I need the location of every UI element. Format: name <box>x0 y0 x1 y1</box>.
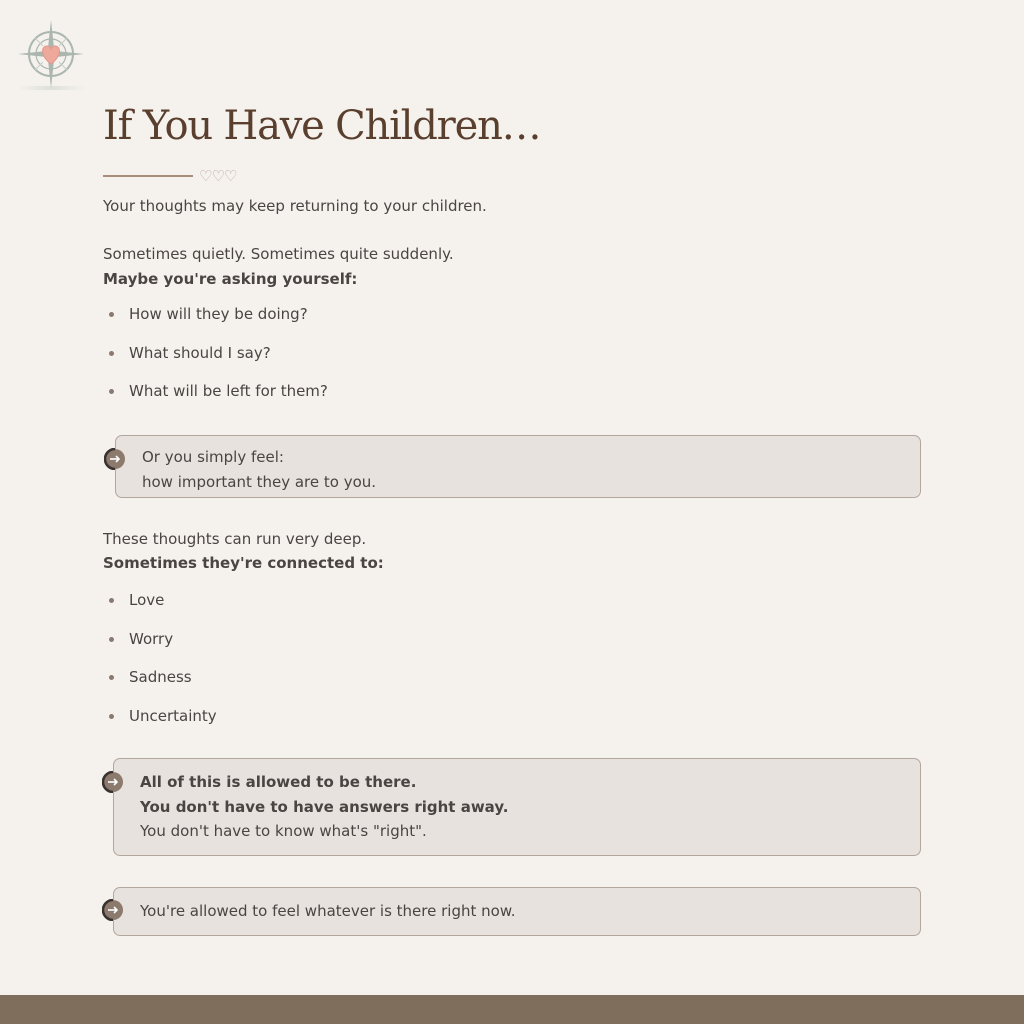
list-item-text: What will be left for them? <box>129 382 328 400</box>
list-item-text: Worry <box>129 629 174 648</box>
intro-line-2: Sometimes quietly. Sometimes quite suddenly. <box>103 245 454 263</box>
divider-line <box>103 175 193 177</box>
list-item <box>103 666 217 688</box>
callout-line: You're allowed to feel whatever is there right now. <box>140 902 516 920</box>
feelings-line-1: These thoughts can run very deep. <box>103 530 367 548</box>
bullet-icon <box>109 351 114 356</box>
callout-line: how important they are to you. <box>142 472 377 491</box>
callout-line: You don't have to know what's "right". <box>140 822 427 840</box>
list-item <box>103 628 217 650</box>
callout-allowed <box>113 758 921 856</box>
callout-line: Or you simply feel: <box>142 448 284 466</box>
list-item <box>103 342 328 364</box>
arrow-right-icon <box>102 899 124 921</box>
page-title: If You Have Children… <box>103 103 541 149</box>
list-item-text: Uncertainty <box>129 706 217 725</box>
list-item-text: How will they be doing? <box>129 305 308 323</box>
list-item <box>103 705 217 727</box>
question-lead: Maybe you're asking yourself: <box>103 270 358 288</box>
questions-list <box>103 303 328 419</box>
footer-band <box>0 995 1024 1024</box>
bullet-icon <box>109 675 114 680</box>
list-item <box>103 589 217 611</box>
list-item-text: Love <box>129 591 165 609</box>
list-item <box>103 380 328 402</box>
compass-heart-icon <box>16 18 86 90</box>
arrow-right-icon <box>104 448 126 470</box>
hearts-icon: ♡♡♡ <box>199 167 237 185</box>
intro-line-1: Your thoughts may keep returning to your children. <box>103 197 487 215</box>
list-item <box>103 303 328 325</box>
bullet-icon <box>109 637 114 642</box>
logo-shadow <box>16 86 86 90</box>
bullet-icon <box>109 598 114 603</box>
arrow-right-icon <box>102 771 124 793</box>
bullet-icon <box>109 389 114 394</box>
feelings-lead: Sometimes they're connected to: <box>103 554 384 572</box>
callout-feel <box>115 435 921 498</box>
title-divider <box>103 166 236 186</box>
bullet-icon <box>109 312 114 317</box>
callout-feel-now <box>113 887 921 936</box>
list-item-text: What should I say? <box>129 343 271 362</box>
bullet-icon <box>109 714 114 719</box>
callout-line: You don't have to have answers right away. <box>140 797 509 816</box>
list-item-text: Sadness <box>129 668 192 686</box>
callout-line: All of this is allowed to be there. <box>140 773 417 791</box>
feelings-list <box>103 589 217 743</box>
